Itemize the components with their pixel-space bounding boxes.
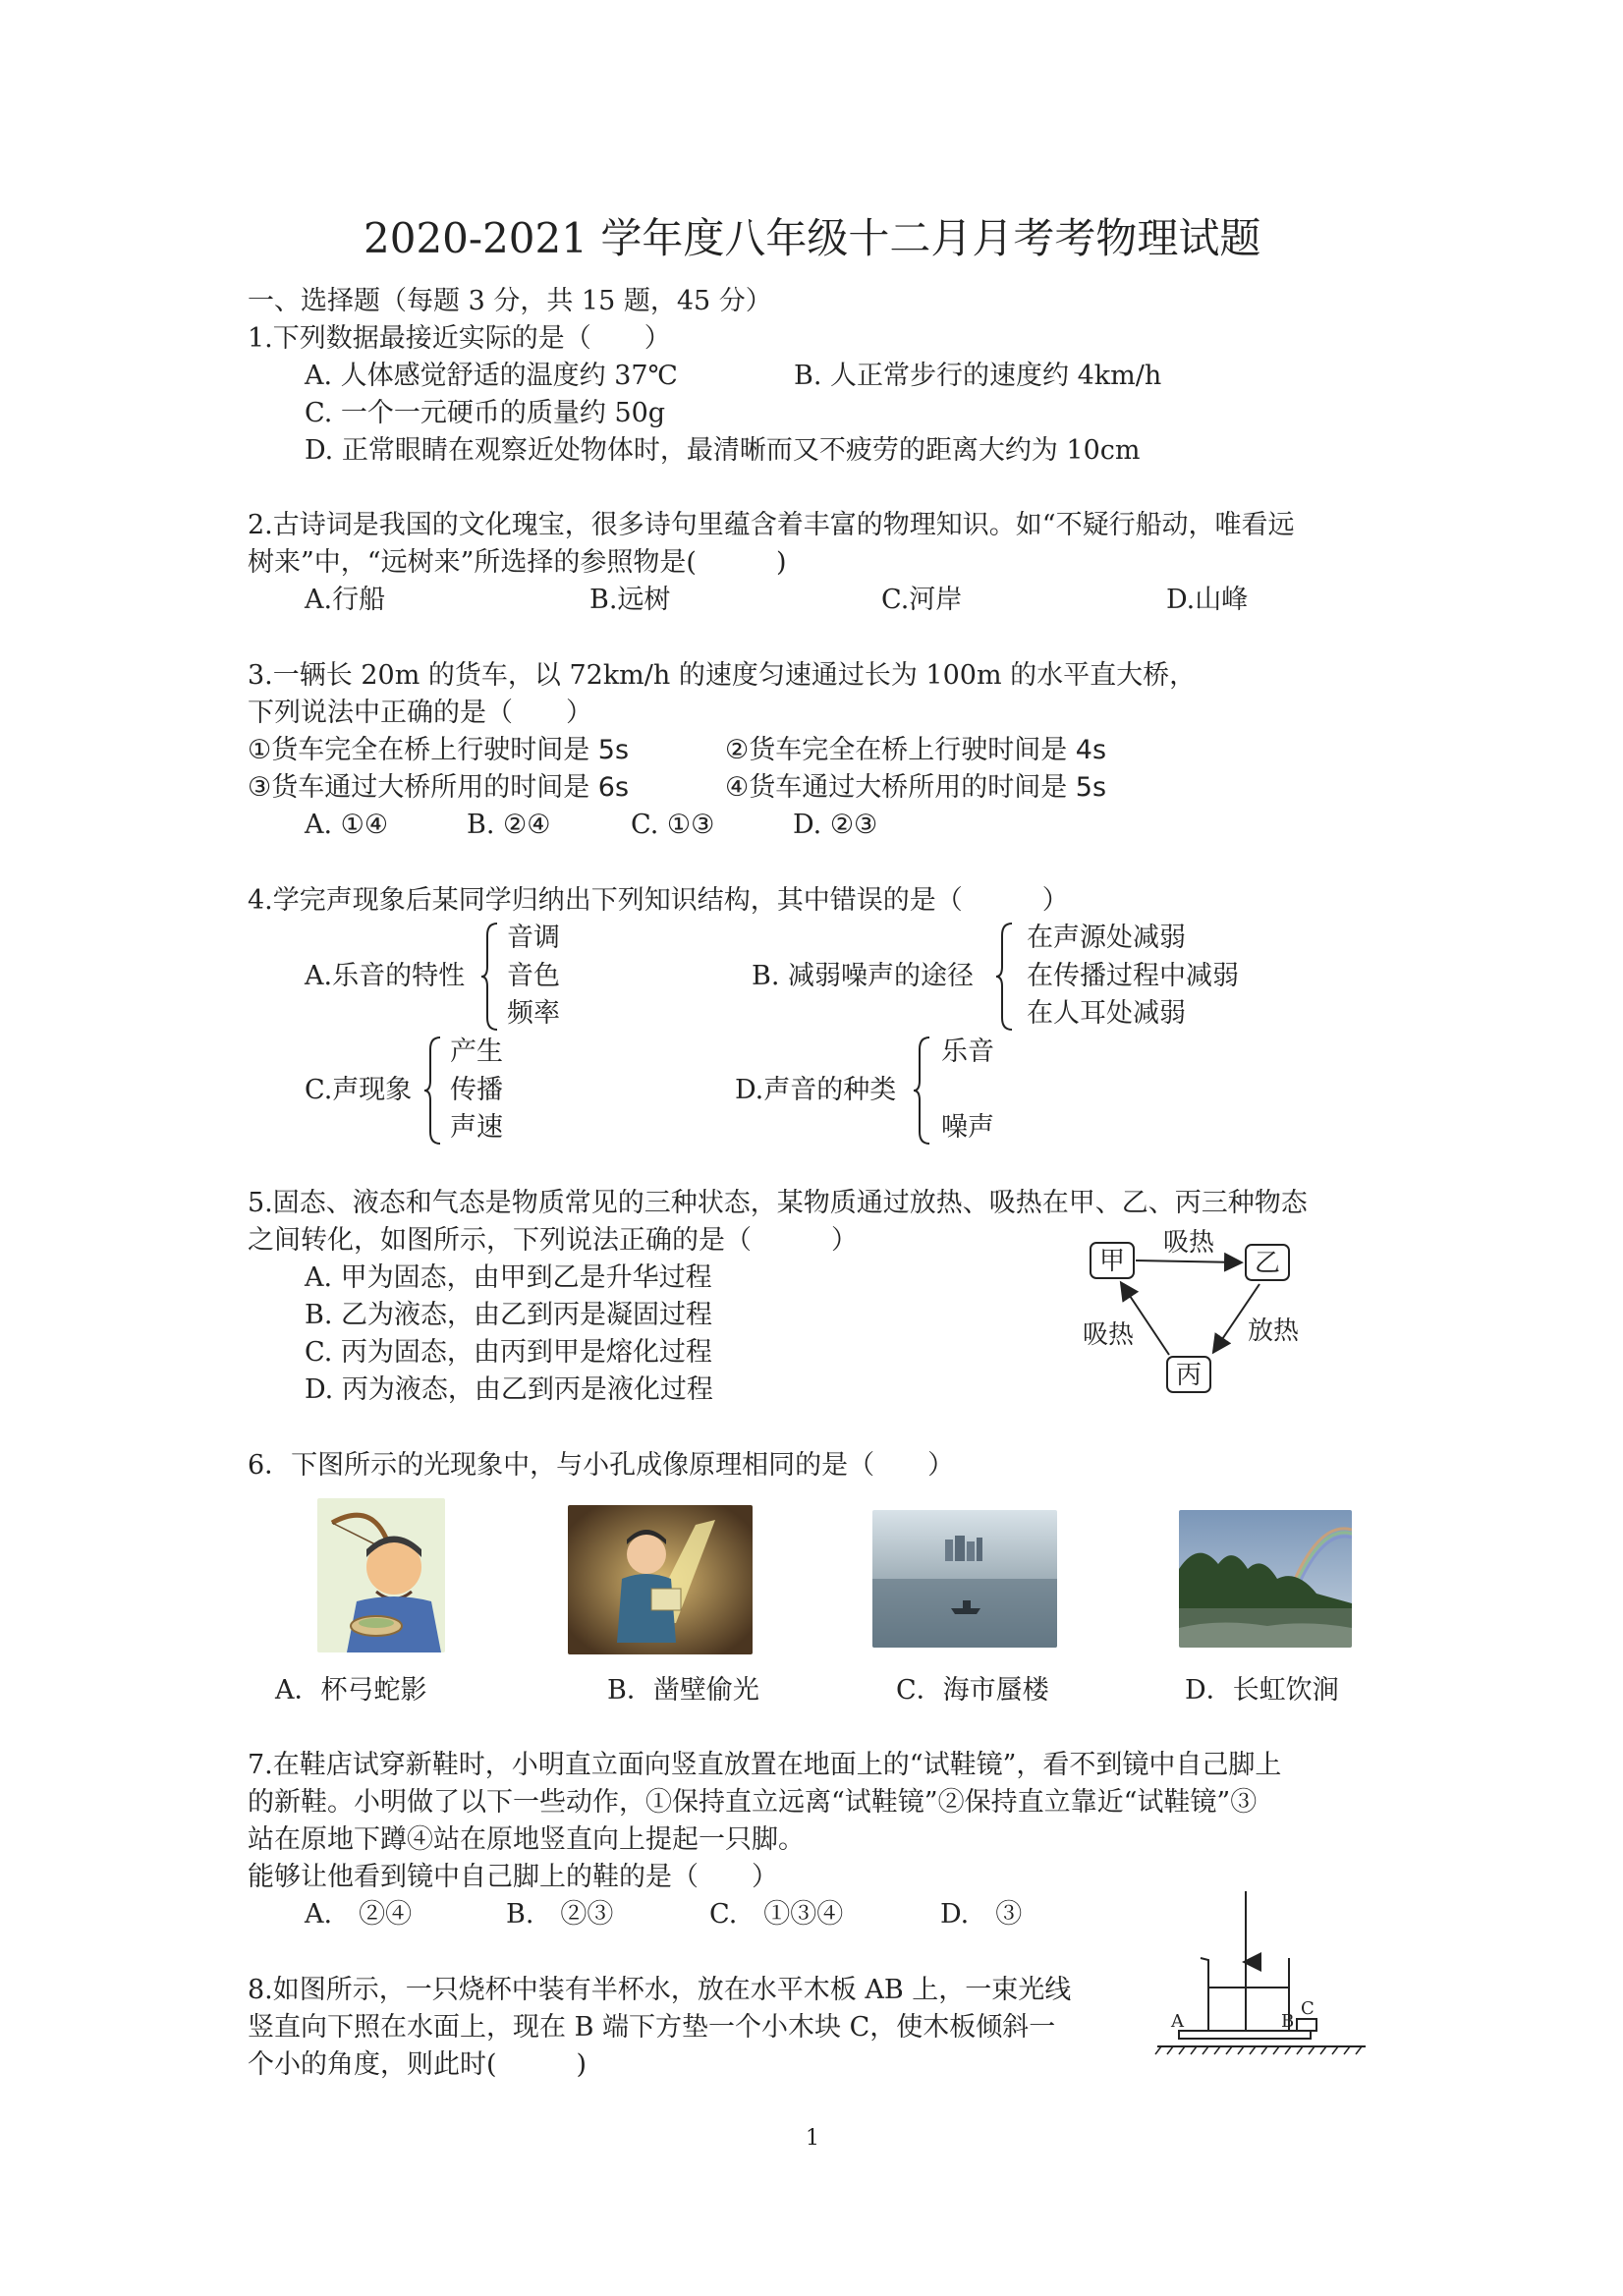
q3-stem-line2: 下列说法中正确的是（ ）	[248, 698, 592, 728]
q5-option-c: C. 丙为固态，由丙到甲是熔化过程	[305, 1337, 712, 1368]
q4-c-label: C.声现象	[305, 1075, 413, 1105]
q1-stem: 1.下列数据最接近实际的是（ ）	[248, 323, 671, 354]
q4-c-brace	[422, 1036, 444, 1146]
q4-b-item-2: 在传播过程中减弱	[1027, 961, 1239, 991]
q5-option-b: B. 乙为液态，由乙到丙是凝固过程	[305, 1300, 713, 1330]
q3-option-a: A. ①④	[305, 810, 389, 840]
q7-option-d: D. ③	[940, 1899, 1023, 1930]
q3-statement-4: ④货车通过大桥所用的时间是 5s	[725, 772, 1107, 803]
q2-stem-line1: 2.古诗词是我国的文化瑰宝，很多诗句里蕴含着丰富的物理知识。如“不疑行船动，唯看远	[248, 510, 1295, 540]
q6-caption-d: D．长虹饮涧	[1185, 1675, 1339, 1706]
diagram-bing: 丙	[1175, 1361, 1203, 1390]
q7-stem-line2: 的新鞋。小明做了以下一些动作，①保持直立远离“试鞋镜”②保持直立靠近“试鞋镜”③	[248, 1787, 1258, 1818]
diagram-top-label: 吸热	[1162, 1228, 1215, 1258]
q6-caption-a: A．杯弓蛇影	[275, 1675, 427, 1706]
q6-caption-c: C．海市蜃楼	[896, 1675, 1049, 1706]
q4-b-label: B. 减弱噪声的途径	[752, 961, 975, 991]
state-change-diagram	[1071, 1223, 1326, 1410]
diagram-right-label: 放热	[1247, 1316, 1300, 1346]
beaker-label-c: C	[1301, 1998, 1315, 2019]
q4-c-item-2: 传播	[450, 1075, 503, 1105]
image-mirage	[872, 1510, 1057, 1648]
q1-option-c: C. 一个一元硬币的质量约 50g	[305, 398, 666, 428]
q4-d-item-1: 乐音	[941, 1036, 994, 1067]
q4-a-item-2: 音色	[507, 961, 560, 991]
q4-b-brace	[994, 922, 1016, 1032]
image-bow-and-cup	[317, 1498, 445, 1652]
q5-stem-line1: 5.固态、液态和气态是物质常见的三种状态，某物质通过放热、吸热在甲、乙、丙三种物态	[248, 1188, 1308, 1218]
q4-b-item-1: 在声源处减弱	[1027, 923, 1186, 953]
image-rainbow	[1179, 1510, 1352, 1648]
q4-d-brace	[912, 1036, 933, 1146]
q7-option-a: A. ②④	[305, 1899, 413, 1930]
q4-c-item-1: 产生	[450, 1036, 503, 1067]
q1-option-b: B. 人正常步行的速度约 4km/h	[794, 361, 1162, 391]
q3-statement-3: ③货车通过大桥所用的时间是 6s	[248, 772, 630, 803]
q8-stem-line3: 个小的角度，则此时( )	[248, 2049, 588, 2080]
q4-b-item-3: 在人耳处减弱	[1027, 998, 1186, 1029]
q4-stem: 4.学完声现象后某同学归纳出下列知识结构，其中错误的是（ ）	[248, 885, 1069, 916]
q1-option-a: A. 人体感觉舒适的温度约 37℃	[305, 361, 678, 391]
image-light-through-wall	[568, 1505, 753, 1654]
q7-stem-line3: 站在原地下蹲④站在原地竖直向上提起一只脚。	[248, 1824, 805, 1855]
section-heading: 一、选择题（每题 3 分，共 15 题，45 分）	[248, 286, 772, 316]
diagram-yi: 乙	[1254, 1249, 1281, 1278]
q6-stem: 6．下图所示的光现象中，与小孔成像原理相同的是（ ）	[248, 1450, 955, 1481]
q4-a-item-1: 音调	[507, 923, 560, 953]
page-number: 1	[806, 2126, 819, 2151]
diagram-left-label: 吸热	[1082, 1320, 1135, 1350]
q1-option-d: D. 正常眼睛在观察近处物体时，最清晰而又不疲劳的距离大约为 10cm	[305, 435, 1141, 466]
q5-option-a: A. 甲为固态，由甲到乙是升华过程	[305, 1262, 712, 1293]
q7-stem-line1: 7.在鞋店试穿新鞋时，小明直立面向竖直放置在地面上的“试鞋镜”，看不到镜中自己脚上	[248, 1750, 1282, 1780]
q7-option-b: B. ②③	[506, 1899, 614, 1930]
page-title: 2020-2021 学年度八年级十二月月考考物理试题	[364, 214, 1261, 262]
diagram-jia: 甲	[1098, 1247, 1126, 1276]
q5-stem-line2: 之间转化，如图所示，下列说法正确的是（ ）	[248, 1225, 858, 1256]
q3-stem-line1: 3.一辆长 20m 的货车，以 72km/h 的速度匀速通过长为 100m 的水平直大桥，	[248, 660, 1197, 691]
q8-stem-line2: 竖直向下照在水面上，现在 B 端下方垫一个小木块 C，使木板倾斜一	[248, 2012, 1056, 2043]
beaker-diagram	[1149, 1881, 1385, 2068]
q3-option-d: D. ②③	[793, 810, 878, 840]
q4-a-brace	[479, 922, 501, 1032]
q2-option-d: D.山峰	[1166, 585, 1249, 615]
q4-d-item-2: 噪声	[941, 1112, 994, 1143]
beaker-label-b: B	[1281, 2011, 1295, 2032]
beaker-label-a: A	[1171, 2011, 1184, 2032]
q8-stem-line1: 8.如图所示，一只烧杯中装有半杯水，放在水平木板 AB 上，一束光线	[248, 1975, 1072, 2005]
q4-a-item-3: 频率	[507, 998, 560, 1029]
q2-option-a: A.行船	[305, 585, 386, 615]
q4-a-label: A.乐音的特性	[305, 961, 466, 991]
q4-d-label: D.声音的种类	[735, 1075, 897, 1105]
q7-stem-line4: 能够让他看到镜中自己脚上的鞋的是（ ）	[248, 1862, 778, 1892]
q4-c-item-3: 声速	[450, 1112, 503, 1143]
q6-caption-b: B．凿壁偷光	[607, 1675, 759, 1706]
q3-option-c: C. ①③	[631, 810, 715, 840]
q2-stem-line2: 树来”中，“远树来”所选择的参照物是( )	[248, 547, 787, 578]
q3-statement-2: ②货车完全在桥上行驶时间是 4s	[725, 735, 1107, 765]
q2-option-b: B.远树	[589, 585, 671, 615]
q5-option-d: D. 丙为液态，由乙到丙是液化过程	[305, 1374, 713, 1405]
q3-statement-1: ①货车完全在桥上行驶时间是 5s	[248, 735, 630, 765]
q2-option-c: C.河岸	[881, 585, 963, 615]
q7-option-c: C. ①③④	[709, 1899, 844, 1930]
q3-option-b: B. ②④	[467, 810, 551, 840]
